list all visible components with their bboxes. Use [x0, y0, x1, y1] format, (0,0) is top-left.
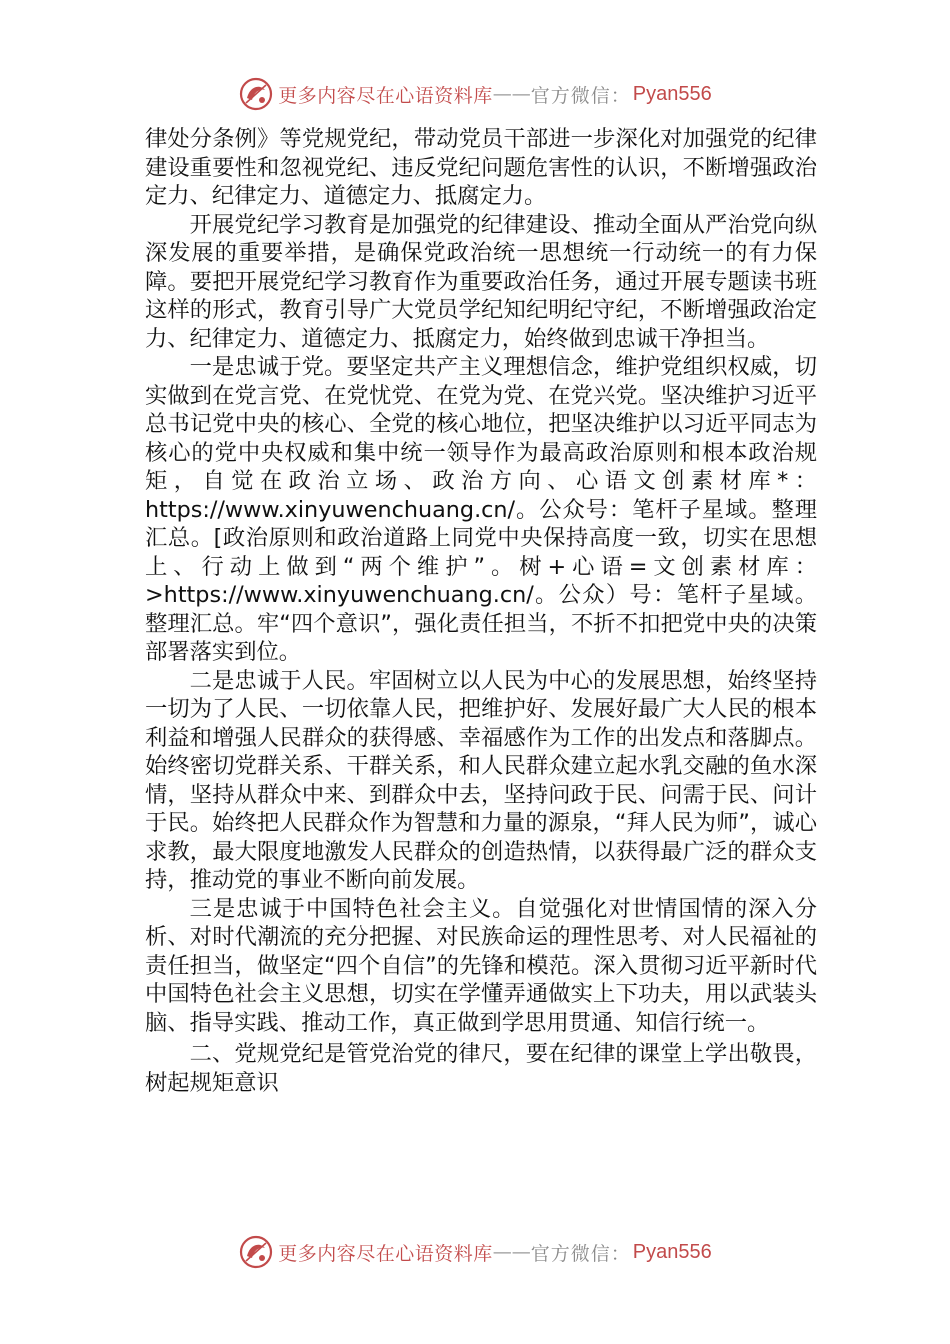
footer-watermark — [0, 1232, 950, 1272]
banner-separator: —— — [492, 1241, 531, 1263]
banner-main-text: 更多内容尽在心语资料库 — [278, 1242, 493, 1265]
paragraph: 三是忠诚于中国特色社会主义。自觉强化对世情国情的深入分析、对时代潮流的充分把握、对民族命运的理性思考、对人民福祉的责任担当，做坚定“四个自信”的先锋和模范。深入贯彻习近平新时代中国特色社会主义思想，切实在学懂弄通做实上下功夫，用以武装头脑、指导实践、推动工作，真正做到学思用贯通、知信行统一。 — [145, 895, 817, 1036]
banner-wechat-label: 官方微信： — [530, 84, 631, 107]
header-watermark — [0, 74, 950, 114]
banner-wechat-id: Pyan556 — [632, 82, 712, 105]
logo-icon — [238, 76, 274, 112]
banner-wechat-label: 官方微信： — [530, 1242, 631, 1265]
banner-separator: —— — [492, 83, 531, 105]
document-body — [145, 125, 817, 1097]
banner-main-text: 更多内容尽在心语资料库 — [278, 84, 493, 107]
banner-wechat-id: Pyan556 — [632, 1240, 712, 1263]
paragraph: 律处分条例》等党规党纪，带动党员干部进一步深化对加强党的纪律建设重要性和忽视党纪、违反党纪问题危害性的认识，不断增强政治定力、纪律定力、道德定力、抵腐定力。 — [145, 126, 817, 209]
paragraph: 二是忠诚于人民。牢固树立以人民为中心的发展思想，始终坚持一切为了人民、一切依靠人民，把维护好、发展好最广大人民的根本利益和增强人民群众的获得感、幸福感作为工作的出发点和落脚点。始终密切党群关系、干群关系，和人民群众建立起水乳交融的鱼水深情，坚持从群众中来、到群众中去，坚持问政于民、问需于民、问计于民。始终把人民群众作为智慧和力量的源泉，“拜人民为师”，诚心求教，最大限度地激发人民群众的创造热情，以获得最广泛的群众支持，推动党的事业不断向前发展。 — [145, 667, 817, 893]
logo-icon — [238, 1234, 274, 1270]
section-heading: 二、党规党纪是管党治党的律尺，要在纪律的课堂上学出敬畏，树起规矩意识 — [145, 1041, 817, 1096]
paragraph: 开展党纪学习教育是加强党的纪律建设、推动全面从严治党向纵深发展的重要举措，是确保党政治统一思想统一行动统一的有力保障。要把开展党纪学习教育作为重要政治任务，通过开展专题读书班这样的形式，教育引导广大党员学纪知纪明纪守纪，不断增强政治定力、纪律定力、道德定力、抵腐定力，始终做到忠诚干净担当。 — [145, 211, 817, 352]
paragraph: 一是忠诚于党。要坚定共产主义理想信念，维护党组织权威，切实做到在党言党、在党忧党、在党为党、在党兴党。坚决维护习近平总书记党中央的核心、全党的核心地位，把坚决维护以习近平同志为核心的党中央权威和集中统一领导作为最高政治原则和根本政治规矩，自觉在政治立场、政治方向、心语文创素材库*：https://www.xinyuwenchuang.cn/。公众号：笔杆子星域。整理汇总。[政治原则和政治道路上同党中央保持高度一致，切实在思想上、行动上做到“两个维护”。树+心语=文创素材库：>https://www.xinyuwenchuang.cn/。公众）号：笔杆子星域。整理汇总。牢“四个意识”，强化责任担当，不折不扣把党中央的决策部署落实到位。 — [145, 354, 817, 665]
